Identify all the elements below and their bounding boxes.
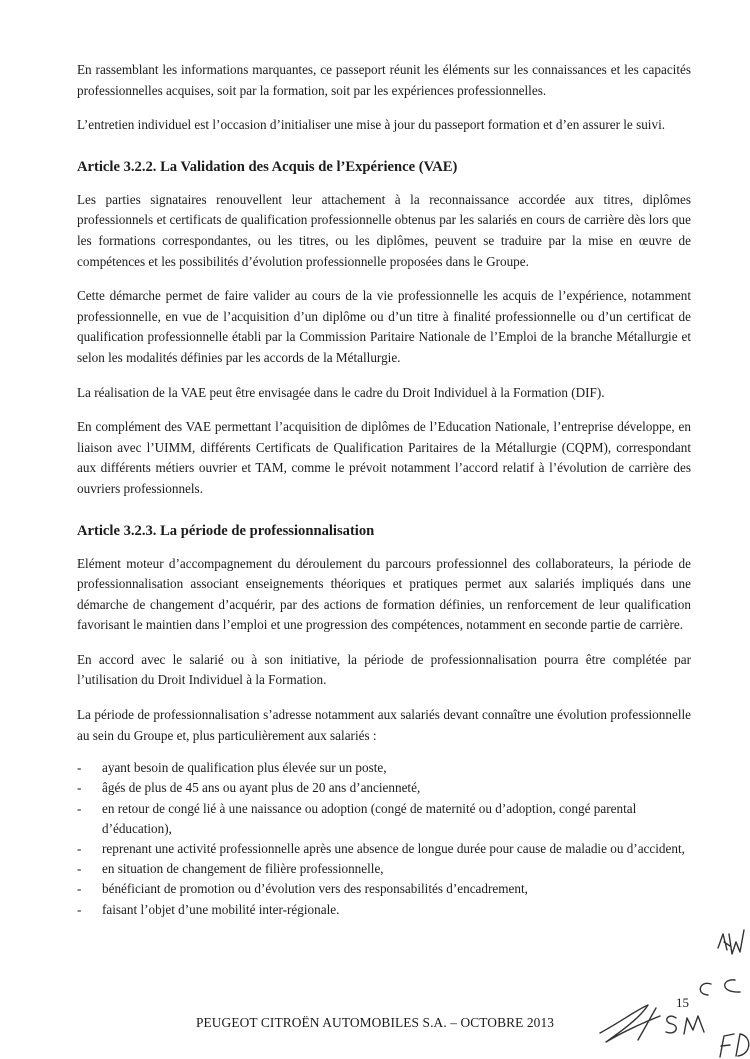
list-item: - faisant l’objet d’une mobilité inter-régionale. bbox=[77, 900, 691, 920]
intro-paragraph-1: En rassemblant les informations marquantes, ce passeport réunit les éléments sur les connaissances et les capacités professionnelles acquises, soit par la formation, soit par les expériences professionnelles. bbox=[77, 62, 691, 98]
list-item: - en retour de congé lié à une naissance ou adoption (congé de maternité ou d’adoption, congé parental d’éducation), bbox=[77, 799, 691, 839]
list-item: - âgés de plus de 45 ans ou ayant plus de 20 ans d’ancienneté, bbox=[77, 778, 691, 798]
initials-cc bbox=[700, 980, 740, 995]
professionnalisation-paragraph-2: En accord avec le salarié ou à son initiative, la période de professionnalisation pourra être complétée par l’utilisation du Droit Individuel à la Formation. bbox=[77, 651, 691, 688]
intro-paragraph-2: L’entretien individuel est l’occasion d’initialiser une mise à jour du passeport formation et d’en assurer le suivi. bbox=[77, 117, 666, 133]
article-3-2-2-heading: Article 3.2.2. La Validation des Acquis de l’Expérience (VAE) bbox=[77, 158, 458, 175]
list-item: - ayant besoin de qualification plus élevée sur un poste, bbox=[77, 758, 691, 778]
professionnalisation-paragraph-1: Elément moteur d’accompagnement du déroulement du parcours professionnel des collaborateurs, la période de professionnalisation associant enseignements théoriques et pratiques permet aux salariés impliqués dans une démarche de changement d’acquérir, par des actions de formation définies, un renforcement de leur qualification favorisant le maintien dans l’emploi et une progression des compétences, notamment en seconde partie de carrière. bbox=[77, 555, 691, 633]
page-number: 15 bbox=[676, 995, 689, 1010]
vae-paragraph-1: Les parties signataires renouvellent leur attachement à la reconnaissance accordée aux titres, diplômes professionnels et certificats de qualification professionnelle obtenus par les salariés en cours de carrière dès lors que les formations correspondantes, ou les titres, ou les diplômes, peuvent se traduire par la mise en œuvre de compétences et les possibilités d’évolution professionnelle proposées dans le Groupe. bbox=[77, 191, 691, 269]
initials-fd bbox=[720, 1034, 749, 1057]
list-item: - bénéficiant de promotion ou d’évolution vers des responsabilités d’encadrement, bbox=[77, 879, 691, 899]
professionnalisation-paragraph-3: La période de professionnalisation s’adresse notamment aux salariés devant connaître une évolution professionnelle au sein du Groupe et, plus particulièrement aux salariés : bbox=[77, 707, 691, 743]
vae-paragraph-3: La réalisation de la VAE peut être envisagée dans le cadre du Droit Individuel à la Formation (DIF). bbox=[77, 384, 605, 400]
initials-aw bbox=[718, 930, 744, 954]
vae-paragraph-2: Cette démarche permet de faire valider au cours de la vie professionnelle les acquis de l’expérience, notamment professionnelle, en vue de l’acquisition d’un diplôme ou d’un titre à finalité professionnelle ou d’un certificat de qualification professionnelle établi par la Commission Paritaire Nationale de l’Emploi de la branche Métallurgie et selon les modalités définies par les accords de la Métallurgie. bbox=[77, 288, 691, 365]
article-3-2-3-heading: Article 3.2.3. La période de professionnalisation bbox=[77, 522, 375, 539]
eligible-employees-list bbox=[77, 758, 691, 920]
list-item: - en situation de changement de filière professionnelle, bbox=[77, 859, 691, 879]
vae-paragraph-4: En complément des VAE permettant l’acquisition de diplômes de l’Education Nationale, l’entreprise développe, en liaison avec l’UIMM, différents Certificats de Qualification Paritaires de la Métallurgie (CQPM), correspondant aux différents métiers ouvrier et TAM, comme le prévoit notamment l’accord relatif à l’évolution de carrière des ouvriers professionnels. bbox=[77, 419, 691, 496]
page-footer: PEUGEOT CITROËN AUTOMOBILES S.A. – OCTOBRE 2013 bbox=[195, 1015, 555, 1030]
list-item: - reprenant une activité professionnelle après une absence de longue durée pour cause de maladie ou d’accident, bbox=[77, 839, 691, 859]
page-body bbox=[77, 60, 691, 920]
